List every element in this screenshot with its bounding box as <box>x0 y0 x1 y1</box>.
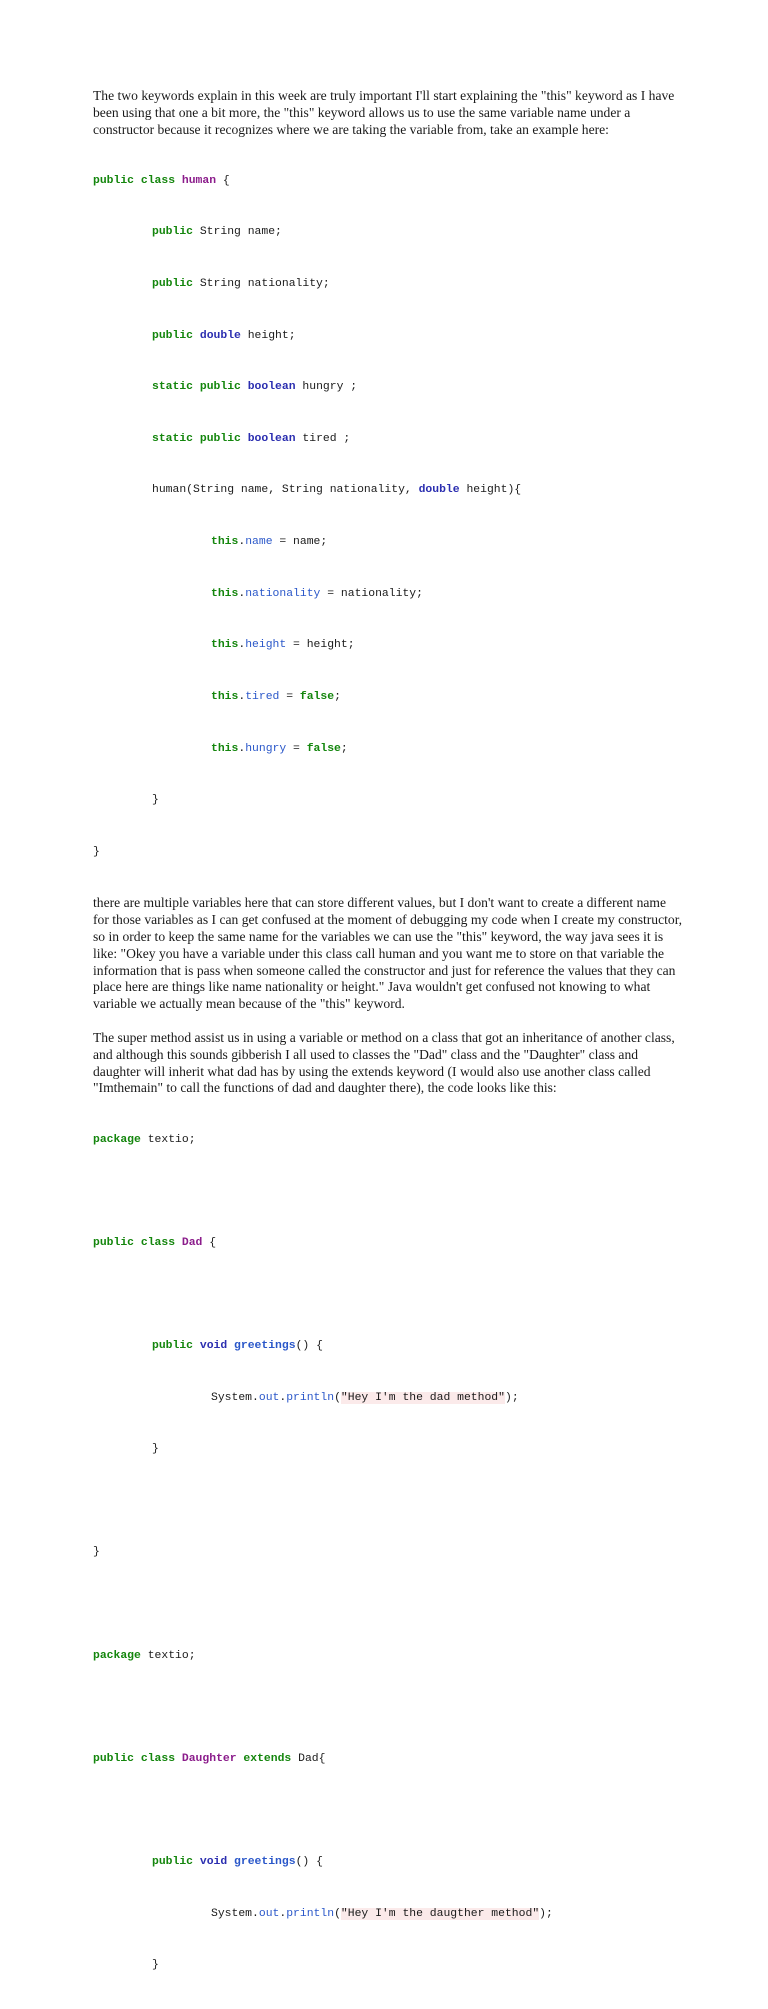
code-line-empty <box>93 1183 683 1200</box>
code-line: public String name; <box>152 226 282 239</box>
code-line: public class Daughter extends Dad{ <box>93 1752 326 1765</box>
this-keyword-paragraph: there are multiple variables here that can store different values, but I don't want to create a different name for those variables as I can get confused at the moment of debugging my code when I create my constructor, so in order to keep the same name for the variables we can use the "this" keyword, the way java sees it is like: "Okey you have a variable under this class call human and you want me to store on that variable the information that is pass when someone called the constructor and just for reference the values that they can place here are things like name nationality or height." Java wouldn't get confused not knowing to what variable we actually mean because of the "this" keyword. <box>93 895 683 1012</box>
code-line-empty <box>93 1802 683 1819</box>
dad-class-code-block <box>93 1097 683 2009</box>
code-line-empty <box>93 1493 683 1510</box>
code-line-empty <box>93 1596 683 1613</box>
code-line: package textio; <box>93 1649 196 1662</box>
intro-paragraph: The two keywords explain in this week are truly important I'll start explaining the "this" keyword as I have been using that one a bit more, the "this" keyword allows us to use the same variable name under a constructor because it recognizes where we are taking the variable from, take an example here: <box>93 88 675 137</box>
code-line: this.height = height; <box>211 639 355 652</box>
code-line: System.out.println("Hey I'm the daugther method"); <box>211 1907 553 1920</box>
code-line: public void greetings() { <box>152 1855 323 1868</box>
code-line-empty <box>93 1286 683 1303</box>
code-line: this.name = name; <box>211 536 328 549</box>
code-line: package textio; <box>93 1133 196 1146</box>
code-line: static public boolean hungry ; <box>152 381 358 394</box>
code-line: this.tired = false; <box>211 690 341 703</box>
code-line: public double height; <box>152 329 296 342</box>
code-line: public void greetings() { <box>152 1339 323 1352</box>
human-class-code-block <box>93 138 683 895</box>
code-line: } <box>152 794 159 807</box>
code-line: this.nationality = nationality; <box>211 587 423 600</box>
code-line: public class Dad { <box>93 1236 217 1249</box>
code-line: public class human { <box>93 174 230 187</box>
code-line: } <box>152 1443 159 1456</box>
super-method-paragraph: The super method assist us in using a variable or method on a class that got an inheritance of another class, and although this sounds gibberish I all used to classes the "Dad" class and the "Daughter" class and daughter will inherit what dad has by using the extends keyword (I would also use another class called "Imthemain" to call the functions of dad and daughter there), the code looks like this: <box>93 1029 675 1096</box>
document-page <box>93 88 683 2009</box>
code-line: human(String name, String nationality, double height){ <box>152 484 522 497</box>
code-line: public String nationality; <box>152 278 330 291</box>
code-line-empty <box>93 1699 683 1716</box>
code-line: } <box>93 1546 100 1559</box>
code-line: } <box>152 1959 159 1972</box>
code-line: static public boolean tired ; <box>152 432 351 445</box>
code-line: this.hungry = false; <box>211 742 348 755</box>
code-line: System.out.println("Hey I'm the dad method"); <box>211 1391 519 1404</box>
code-line: } <box>93 845 100 858</box>
